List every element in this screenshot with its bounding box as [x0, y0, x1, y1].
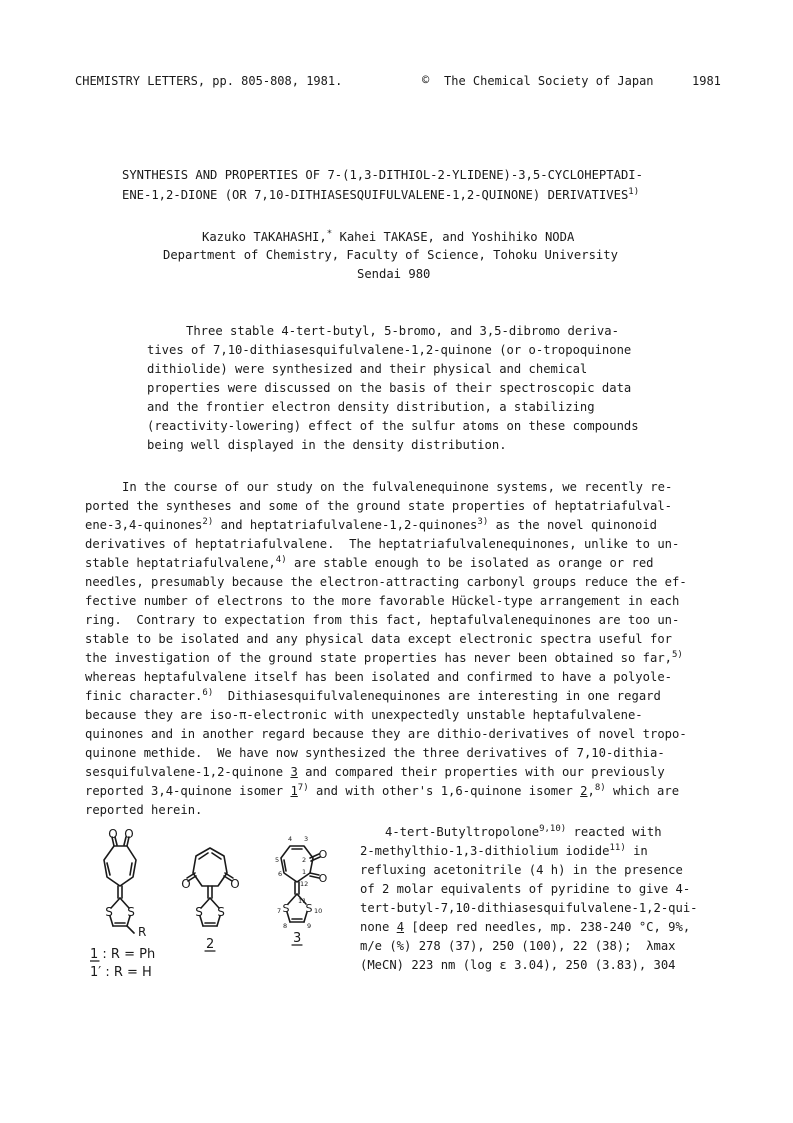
body-line: reported herein.	[85, 803, 203, 817]
abstract-line: properties were discussed on the basis of their spectroscopic data	[147, 381, 632, 395]
atom-number: 7	[277, 907, 282, 915]
authors: Kazuko TAKAHASHI,* Kahei TAKASE, and Yoshihiko NODA	[202, 229, 575, 244]
body-line: the investigation of the ground state properties has never been obtained so far,$^{5)}$	[85, 650, 683, 665]
abstract-line: dithiolide) were synthesized and their physical and chemical	[147, 362, 588, 376]
right-column-line: tert-butyl-7,10-dithiasesquifulvalene-1,2-qui-	[360, 901, 698, 915]
right-column-line: (MeCN) 223 nm (log ε 3.04), 250 (3.83), 304	[360, 958, 676, 972]
body-line: In the course of our study on the fulvalenequinone systems, we recently re-	[122, 480, 673, 494]
sulfur-label: S	[305, 902, 313, 915]
header-year: 1981	[692, 74, 721, 88]
body-line: reported 3,4-quinone isomer 1$^{7)}$ and with other's 1,6-quinone isomer 2,$^{8)}$ which are	[85, 783, 680, 798]
abstract-line: Three stable 4-tert-butyl, 5-bromo, and 3,5-dibromo deriva-	[186, 324, 619, 338]
sulfur-label: S	[127, 905, 135, 919]
affiliation-line-1: Department of Chemistry, Faculty of Science, Tohoku University	[163, 248, 618, 262]
body-line: sesquifulvalene-1,2-quinone 3 and compared their properties with our previously	[85, 765, 665, 779]
atom-number: 10	[314, 907, 323, 915]
atom-number: 9	[307, 922, 312, 930]
body-line: stable heptatriafulvalene,$^{4)}$ are stable enough to be isolated as orange or red	[85, 555, 654, 570]
right-column-line: refluxing acetonitrile (4 h) in the presence	[360, 863, 683, 877]
body-line: ene-3,4-quinones$^{2)}$ and heptatriafulvalene-1,2-quinones$^{3)}$ as the novel quinonoid	[85, 517, 658, 532]
copyright-symbol: ©	[422, 73, 430, 87]
abstract-line: being well displayed in the density distribution.	[147, 438, 507, 452]
atom-number: 12	[300, 880, 309, 888]
body-line: quinones and in another regard because they are dithio-derivatives of novel tropo-	[85, 727, 687, 741]
sulfur-label: S	[217, 905, 225, 919]
compound-3-label: 3	[293, 931, 302, 946]
body-line: stable to be isolated and any physical data except electronic spectra useful for	[85, 632, 672, 646]
body-line: ported the syntheses and some of the ground state properties of heptatriafulval-	[85, 499, 672, 513]
abstract-line: tives of 7,10-dithiasesquifulvalene-1,2-quinone (or o-tropoquinone	[147, 343, 632, 357]
oxygen-label: O	[181, 877, 191, 891]
right-column-line: m/e (%) 278 (37), 250 (100), 22 (38); λmax	[360, 939, 676, 953]
atom-number: 8	[283, 922, 288, 930]
oxygen-label: O	[108, 828, 118, 841]
title-line-1: SYNTHESIS AND PROPERTIES OF 7-(1,3-DITHIOL-2-YLIDENE)-3,5-CYCLOHEPTADI-	[122, 168, 643, 182]
body-line: quinone methide. We have now synthesized the three derivatives of 7,10-dithia-	[85, 746, 665, 760]
oxygen-label: O	[124, 828, 134, 841]
atom-number: 2	[302, 856, 307, 864]
atom-number: 3	[304, 835, 309, 843]
body-line: derivatives of heptatriafulvalene. The heptatriafulvalenequinones, unlike to un-	[85, 537, 680, 551]
compound-3-structure	[275, 835, 328, 930]
right-column-line: 2-methylthio-1,3-dithiolium iodide$^{11)}$ in	[360, 843, 648, 858]
atom-number: 1	[302, 868, 307, 876]
body-line: needles, presumably because the electron-attracting carbonyl groups reduce the ef-	[85, 575, 687, 589]
atom-number: 11	[298, 897, 307, 905]
body-line: fective number of electrons to the more favorable Hückel-type arrangement in each	[85, 594, 680, 608]
chemical-structures	[90, 828, 352, 978]
atom-number: 6	[278, 870, 283, 878]
compound-1-prime-label: 1′ : R = H	[90, 965, 152, 978]
atom-number: 5	[275, 856, 280, 864]
oxygen-label: O	[230, 877, 240, 891]
compound-2-label: 2	[206, 937, 215, 952]
sulfur-label: S	[282, 902, 290, 915]
compound-1-structure	[104, 828, 146, 939]
title-line-2: ENE-1,2-DIONE (OR 7,10-DITHIASESQUIFULVALENE-1,2-QUINONE) DERIVATIVES$^{1)}$	[122, 187, 640, 202]
affiliation-line-2: Sendai 980	[357, 267, 431, 281]
substituent-r-label: R	[138, 925, 147, 939]
body-line: finic character.$^{6)}$ Dithiasesquifulvalenequinones are interesting in one regard	[85, 688, 661, 703]
right-column-line: 4-tert-Butyltropolone$^{9,10)}$ reacted with	[385, 824, 662, 839]
right-column-line: none 4 [deep red needles, mp. 238-240 °C, 9%,	[360, 920, 691, 934]
sulfur-label: S	[105, 905, 113, 919]
compound-2-structure	[181, 848, 239, 926]
journal-citation: CHEMISTRY LETTERS, pp. 805-808, 1981.	[75, 74, 343, 88]
body-line: ring. Contrary to expectation from this fact, heptafulvalenequinones are too un-	[85, 613, 680, 627]
abstract-line: and the frontier electron density distribution, a stabilizing	[147, 400, 595, 414]
body-line: whereas heptafulvalene itself has been isolated and confirmed to have a polyole-	[85, 670, 672, 684]
body-line: because they are iso-π-electronic with unexpectedly unstable heptafulvalene-	[85, 708, 643, 722]
sulfur-label: S	[195, 905, 203, 919]
oxygen-label: O	[318, 848, 328, 861]
abstract-line: (reactivity-lowering) effect of the sulfur atoms on these compounds	[147, 419, 639, 433]
society-name: The Chemical Society of Japan	[444, 74, 654, 88]
compound-1-label: 1 : R = Ph	[90, 947, 156, 962]
atom-number: 4	[288, 835, 293, 843]
oxygen-label: O	[318, 872, 328, 885]
right-column-line: of 2 molar equivalents of pyridine to give 4-	[360, 882, 691, 896]
